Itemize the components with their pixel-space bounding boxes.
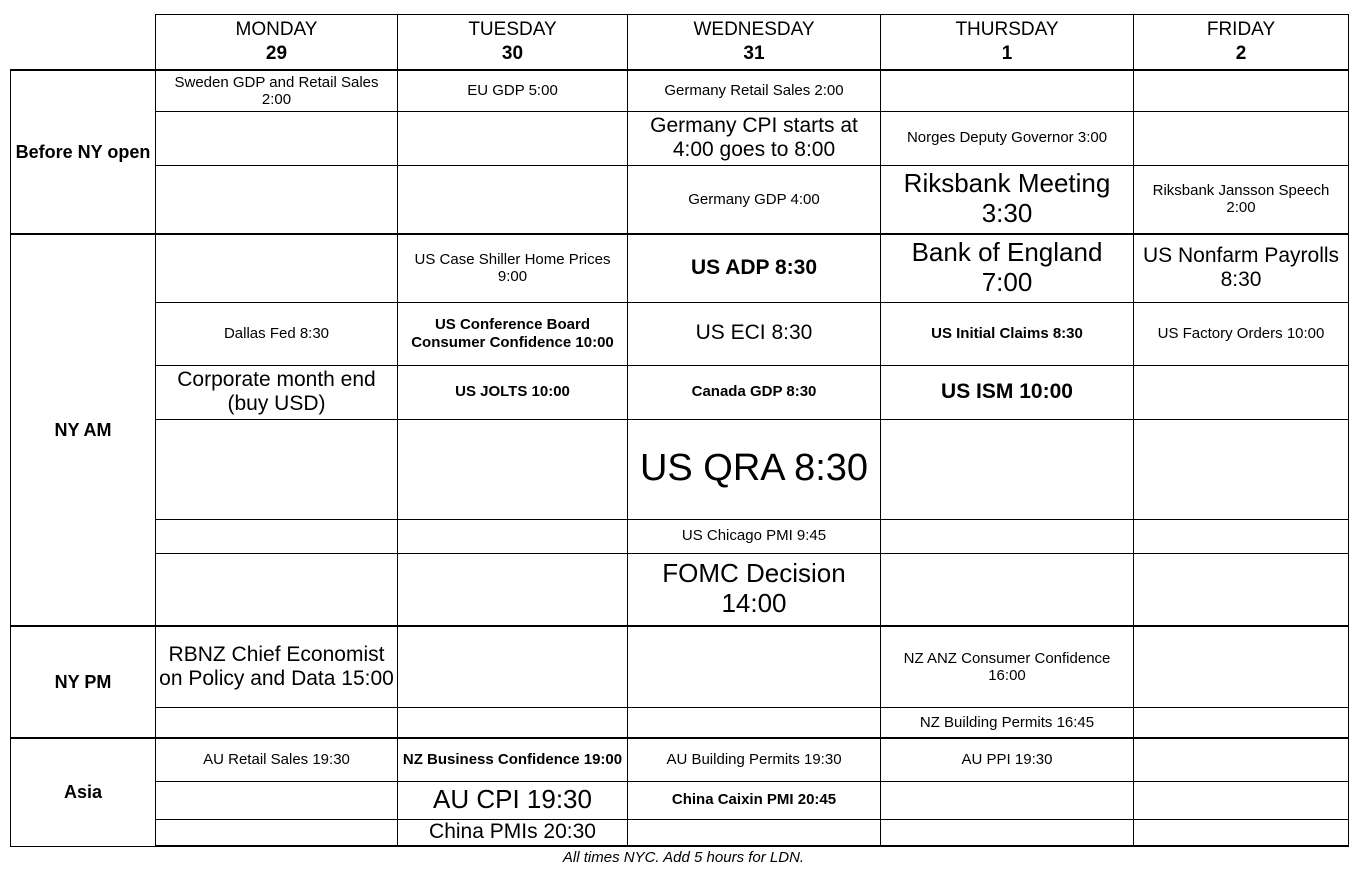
day-name: MONDAY bbox=[235, 19, 318, 41]
empty-cell bbox=[1134, 365, 1349, 419]
day-header-monday bbox=[156, 15, 398, 71]
event-cell: RBNZ Chief Economist on Policy and Data 15:00 bbox=[156, 626, 398, 707]
event-cell: NZ Business Confidence 19:00 bbox=[398, 738, 628, 781]
empty-cell bbox=[1134, 738, 1349, 781]
event-cell: Germany GDP 4:00 bbox=[628, 165, 881, 234]
empty-cell bbox=[1134, 419, 1349, 519]
event-cell: US Chicago PMI 9:45 bbox=[628, 519, 881, 553]
event-cell: NZ ANZ Consumer Confidence 16:00 bbox=[881, 626, 1134, 707]
table-row bbox=[11, 419, 1349, 519]
corner-cell bbox=[11, 15, 156, 71]
table-row bbox=[11, 626, 1349, 707]
empty-cell bbox=[1134, 626, 1349, 707]
empty-cell bbox=[1134, 553, 1349, 626]
empty-cell bbox=[398, 111, 628, 165]
empty-cell bbox=[156, 111, 398, 165]
event-cell: FOMC Decision 14:00 bbox=[628, 553, 881, 626]
event-cell: US JOLTS 10:00 bbox=[398, 365, 628, 419]
empty-cell bbox=[881, 519, 1134, 553]
event-cell: Canada GDP 8:30 bbox=[628, 365, 881, 419]
empty-cell bbox=[156, 165, 398, 234]
empty-cell bbox=[1134, 519, 1349, 553]
block-label-asia: Asia bbox=[11, 738, 156, 846]
day-number: 2 bbox=[1235, 43, 1247, 64]
event-cell: EU GDP 5:00 bbox=[398, 70, 628, 111]
table-row bbox=[11, 738, 1349, 781]
economic-calendar-table bbox=[10, 14, 1349, 847]
day-header-thursday bbox=[881, 15, 1134, 71]
event-cell: Riksbank Meeting 3:30 bbox=[881, 165, 1134, 234]
empty-cell bbox=[156, 519, 398, 553]
empty-cell bbox=[628, 707, 881, 738]
empty-cell bbox=[881, 553, 1134, 626]
event-cell: US Nonfarm Payrolls 8:30 bbox=[1134, 234, 1349, 302]
empty-cell bbox=[398, 419, 628, 519]
empty-cell bbox=[398, 707, 628, 738]
event-cell: US Initial Claims 8:30 bbox=[881, 302, 1134, 365]
empty-cell bbox=[881, 781, 1134, 819]
event-cell: Riksbank Jansson Speech 2:00 bbox=[1134, 165, 1349, 234]
block-label-before-ny: Before NY open bbox=[11, 70, 156, 234]
day-header-friday bbox=[1134, 15, 1349, 71]
event-cell: Germany CPI starts at 4:00 goes to 8:00 bbox=[628, 111, 881, 165]
empty-cell bbox=[881, 419, 1134, 519]
empty-cell bbox=[398, 626, 628, 707]
empty-cell bbox=[1134, 707, 1349, 738]
event-cell: US Case Shiller Home Prices 9:00 bbox=[398, 234, 628, 302]
empty-cell bbox=[156, 553, 398, 626]
event-cell: AU CPI 19:30 bbox=[398, 781, 628, 819]
event-cell: US Factory Orders 10:00 bbox=[1134, 302, 1349, 365]
empty-cell bbox=[881, 819, 1134, 846]
event-cell: China Caixin PMI 20:45 bbox=[628, 781, 881, 819]
event-cell: US ISM 10:00 bbox=[881, 365, 1134, 419]
empty-cell bbox=[156, 707, 398, 738]
day-number: 1 bbox=[1001, 43, 1013, 64]
empty-cell bbox=[1134, 819, 1349, 846]
event-cell: US QRA 8:30 bbox=[628, 419, 881, 519]
event-cell: AU PPI 19:30 bbox=[881, 738, 1134, 781]
event-cell: Germany Retail Sales 2:00 bbox=[628, 70, 881, 111]
empty-cell bbox=[628, 819, 881, 846]
day-number: 30 bbox=[501, 43, 524, 64]
table-row bbox=[11, 553, 1349, 626]
table-row bbox=[11, 819, 1349, 846]
table-row bbox=[11, 165, 1349, 234]
event-cell: NZ Building Permits 16:45 bbox=[881, 707, 1134, 738]
block-label-ny-pm: NY PM bbox=[11, 626, 156, 738]
table-row bbox=[11, 707, 1349, 738]
day-number: 29 bbox=[265, 43, 288, 64]
day-header-tuesday bbox=[398, 15, 628, 71]
event-cell: AU Building Permits 19:30 bbox=[628, 738, 881, 781]
empty-cell bbox=[156, 234, 398, 302]
event-cell: AU Retail Sales 19:30 bbox=[156, 738, 398, 781]
day-name: FRIDAY bbox=[1206, 19, 1276, 41]
table-row bbox=[11, 70, 1349, 111]
table-row bbox=[11, 365, 1349, 419]
empty-cell bbox=[628, 626, 881, 707]
event-cell: Dallas Fed 8:30 bbox=[156, 302, 398, 365]
empty-cell bbox=[398, 553, 628, 626]
event-cell: China PMIs 20:30 bbox=[398, 819, 628, 846]
block-label-ny-am: NY AM bbox=[11, 234, 156, 626]
day-name: TUESDAY bbox=[468, 19, 557, 41]
event-cell: Sweden GDP and Retail Sales 2:00 bbox=[156, 70, 398, 111]
empty-cell bbox=[881, 70, 1134, 111]
day-header-row bbox=[11, 15, 1349, 71]
event-cell: US ECI 8:30 bbox=[628, 302, 881, 365]
day-number: 31 bbox=[743, 43, 765, 64]
empty-cell bbox=[156, 819, 398, 846]
event-cell: Bank of England 7:00 bbox=[881, 234, 1134, 302]
empty-cell bbox=[156, 781, 398, 819]
table-row bbox=[11, 302, 1349, 365]
day-header-wednesday bbox=[628, 15, 881, 71]
empty-cell bbox=[156, 419, 398, 519]
empty-cell bbox=[1134, 111, 1349, 165]
event-cell: US Conference Board Consumer Confidence 10:00 bbox=[398, 302, 628, 365]
table-row bbox=[11, 234, 1349, 302]
event-cell: US ADP 8:30 bbox=[628, 234, 881, 302]
empty-cell bbox=[398, 519, 628, 553]
day-name: WEDNESDAY bbox=[693, 19, 815, 41]
event-cell: Corporate month end (buy USD) bbox=[156, 365, 398, 419]
table-row bbox=[11, 781, 1349, 819]
event-cell: Norges Deputy Governor 3:00 bbox=[881, 111, 1134, 165]
day-name: THURSDAY bbox=[955, 19, 1059, 41]
empty-cell bbox=[1134, 70, 1349, 111]
table-row bbox=[11, 111, 1349, 165]
table-row bbox=[11, 519, 1349, 553]
empty-cell bbox=[398, 165, 628, 234]
footnote: All times NYC. Add 5 hours for LDN. bbox=[562, 849, 805, 866]
empty-cell bbox=[1134, 781, 1349, 819]
